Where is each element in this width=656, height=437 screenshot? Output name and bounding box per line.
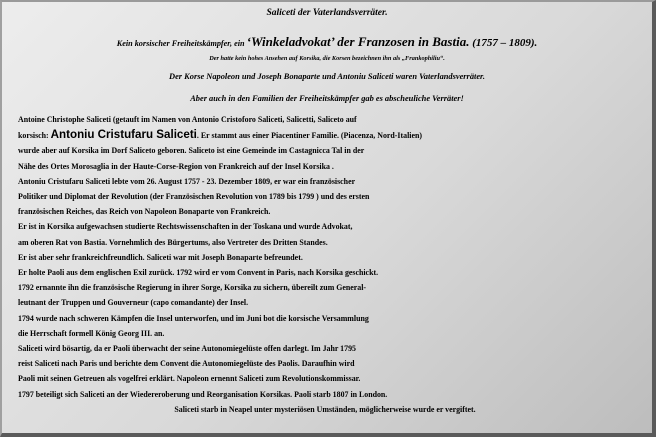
body-text — [18, 112, 648, 417]
body-line: 1797 beteiligt sich Saliceti an der Wiedereroberung und Reorganisation Korsikas. Paoli starb 1807 in London. — [18, 389, 388, 399]
body-line: reist Saliceti nach Paris und berichte dem Convent die Autonomiegelüste des Paolis. Daraufhin wird — [18, 359, 355, 369]
body-line: Er holte Paoli aus dem englischen Exil zurück. 1792 wird er vom Convent in Paris, nach Korsika geschickt. — [18, 268, 379, 278]
reputation-note: Der hatte kein hohes Ansehen auf Korsika, die Korsen bezeichnen ihn als „Frankophiliu“. — [209, 55, 445, 62]
body-line: die Herrschaft formell König Georg III. an. — [18, 328, 165, 338]
body-line: leutnant der Truppen und Gouverneur (capo comandante) der Insel. — [18, 298, 249, 308]
page-title: Saliceti der Vaterlandsverräter. — [266, 8, 388, 18]
subtitle-part-2: ‘Winkeladvokat’ der Franzosen in Bastia. — [246, 34, 470, 49]
body-line: 1794 wurde nach schweren Kämpfen die Insel unterworfen, und im Juni bot die korsische Versammlung — [18, 313, 369, 323]
body-line: Paoli mit seinen Getreuen als vogelfrei erklärt. Napoleon ernennt Saliceti zum Revolutionskommissar. — [18, 374, 361, 384]
body-line: Politiker und Diplomat der Revolution (der Französischen Revolution von 1789 bis 1799 ) und des ersten — [18, 192, 370, 202]
body-line: Er ist aber sehr frankreichfreundlich. Saliceti war mit Joseph Bonaparte befreundet. — [18, 252, 303, 262]
body-line: Er ist in Korsika aufgewachsen studierte Rechtswissenschaften in der Toskana und wurde Advokat, — [18, 222, 353, 232]
body-line: Nähe des Ortes Morosaglia in der Haute-Corse-Region von Frankreich auf der Insel Korsika . — [18, 161, 334, 171]
subtitle-dates: (1757 – 1809). — [469, 37, 538, 49]
body-line: Antoine Christophe Saliceti (getauft im Namen von Antonio Cristoforo Saliceti, Salicetti, Saliceto auf — [18, 115, 357, 124]
body-line: 1792 ernannte ihn die französische Regierung in ihrer Sorge, Korsika zu sichern, übereilt zum General- — [18, 283, 367, 293]
body-line — [18, 127, 648, 143]
body-line: Saliceti wird bösartig, da er Paoli überwacht der seine Autonomiegelüste offen darlegt. Im Jahr 1795 — [18, 344, 356, 354]
subtitle — [2, 34, 652, 50]
subtitle-part-1: Kein korsischer Freiheitskämpfer, ein — [116, 39, 247, 48]
body-line: französischen Reiches, das Reich von Napoleon Bonaparte von Frankreich. — [18, 207, 271, 217]
corsican-name: Antoniu Cristufaru Saliceti — [50, 128, 197, 142]
body-fragment: korsisch: — [18, 131, 51, 141]
body-line: wurde aber auf Korsika im Dorf Saliceto geboren. Saliceto ist eine Gemeinde im Castagnicca Tal in der — [18, 146, 365, 156]
body-line: am oberen Rat von Bastia. Vornehmlich des Bürgertums, also Vertreter des Dritten Standes. — [18, 237, 328, 247]
traitors-heading: Der Korse Napoleon und Joseph Bonaparte und Antoniu Saliceti waren Vaterlandsverräter. — [169, 72, 485, 81]
families-heading: Aber auch in den Familien der Freiheitskämpfer gab es abscheuliche Verräter! — [190, 94, 464, 103]
body-line: Antoniu Cristufaru Saliceti lebte vom 26. August 1757 - 23. Dezember 1809, er war ein französischer — [18, 176, 356, 186]
body-fragment: . Er stammt aus einer Piacentiner Familie. (Piacenza, Nord-Italien) — [196, 131, 422, 141]
body-line-final: Saliceti starb in Neapel unter mysteriösen Umständen, möglicherweise wurde er vergiftet. — [174, 404, 476, 414]
